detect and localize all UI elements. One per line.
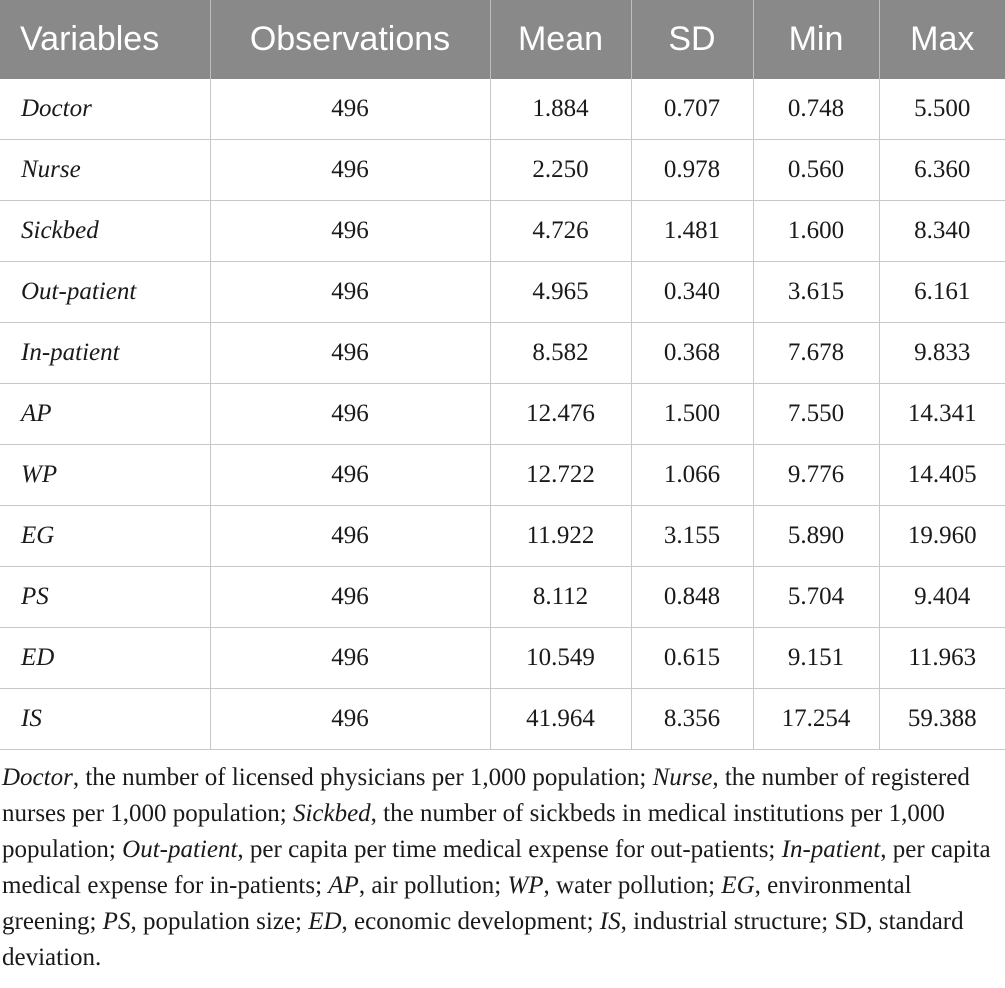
footnote-term: EG: [721, 872, 755, 899]
variable-cell: In-patient: [0, 323, 210, 384]
mean-cell: 4.965: [490, 262, 631, 323]
variable-cell: WP: [0, 445, 210, 506]
footnote-definition: , air pollution;: [358, 872, 508, 899]
footnote-definition: , per capita medical expense for in-patients;: [2, 836, 991, 899]
max-cell: 59.388: [879, 689, 1005, 750]
sd-cell: 1.481: [631, 201, 753, 262]
footnote-definition: , the number of registered nurses per 1,000 population;: [2, 764, 970, 827]
table-footnote: [2, 760, 997, 976]
sd-cell: 0.848: [631, 567, 753, 628]
footnote-definition: , per capita per time medical expense for out-patients;: [237, 836, 782, 863]
observations-cell: 496: [210, 201, 490, 262]
variable-cell: ED: [0, 628, 210, 689]
footnote-term: PS: [102, 908, 131, 935]
min-cell: 5.704: [753, 567, 879, 628]
mean-cell: 10.549: [490, 628, 631, 689]
sd-cell: 3.155: [631, 506, 753, 567]
header-sd: SD: [631, 0, 753, 79]
min-cell: 7.550: [753, 384, 879, 445]
sd-cell: 0.615: [631, 628, 753, 689]
footnote-term: WP: [507, 872, 544, 899]
observations-cell: 496: [210, 445, 490, 506]
min-cell: 17.254: [753, 689, 879, 750]
min-cell: 9.776: [753, 445, 879, 506]
footnote-definition: , population size;: [130, 908, 309, 935]
footnote-term: IS: [599, 908, 621, 935]
observations-cell: 496: [210, 689, 490, 750]
mean-cell: 11.922: [490, 506, 631, 567]
variable-cell: Out-patient: [0, 262, 210, 323]
observations-cell: 496: [210, 567, 490, 628]
max-cell: 8.340: [879, 201, 1005, 262]
footnote-definition: , the number of licensed physicians per 1,000 population;: [72, 764, 653, 791]
sd-cell: 0.340: [631, 262, 753, 323]
sd-cell: 8.356: [631, 689, 753, 750]
table-body: [0, 79, 1005, 750]
mean-cell: 2.250: [490, 140, 631, 201]
variable-cell: Doctor: [0, 79, 210, 140]
variable-cell: Nurse: [0, 140, 210, 201]
max-cell: 9.833: [879, 323, 1005, 384]
table-row: [0, 506, 1005, 567]
table-row: [0, 689, 1005, 750]
footnote-term: Out-patient: [122, 836, 238, 863]
min-cell: 0.748: [753, 79, 879, 140]
table-row: [0, 567, 1005, 628]
sd-cell: 1.066: [631, 445, 753, 506]
min-cell: 5.890: [753, 506, 879, 567]
header-min: Min: [753, 0, 879, 79]
sd-cell: 0.368: [631, 323, 753, 384]
footnote-definition: , environmental greening;: [2, 872, 912, 935]
min-cell: 1.600: [753, 201, 879, 262]
max-cell: 14.341: [879, 384, 1005, 445]
footnote-term: AP: [328, 872, 359, 899]
footnote-definition: , water pollution;: [543, 872, 722, 899]
observations-cell: 496: [210, 140, 490, 201]
table-row: [0, 323, 1005, 384]
min-cell: 7.678: [753, 323, 879, 384]
max-cell: 6.360: [879, 140, 1005, 201]
footnote-term: ED: [308, 908, 342, 935]
observations-cell: 496: [210, 506, 490, 567]
observations-cell: 496: [210, 262, 490, 323]
mean-cell: 12.722: [490, 445, 631, 506]
min-cell: 9.151: [753, 628, 879, 689]
mean-cell: 12.476: [490, 384, 631, 445]
max-cell: 9.404: [879, 567, 1005, 628]
variable-cell: IS: [0, 689, 210, 750]
table-row: [0, 628, 1005, 689]
footnote-term: Nurse: [652, 764, 713, 791]
max-cell: 6.161: [879, 262, 1005, 323]
footnote-term: Doctor: [2, 764, 73, 791]
observations-cell: 496: [210, 384, 490, 445]
observations-cell: 496: [210, 79, 490, 140]
mean-cell: 41.964: [490, 689, 631, 750]
header-observations: Observations: [210, 0, 490, 79]
table-row: [0, 79, 1005, 140]
max-cell: 11.963: [879, 628, 1005, 689]
header-max: Max: [879, 0, 1005, 79]
variable-cell: Sickbed: [0, 201, 210, 262]
table-row: [0, 445, 1005, 506]
variable-cell: EG: [0, 506, 210, 567]
header-variables: Variables: [0, 0, 210, 79]
table-row: [0, 262, 1005, 323]
header-mean: Mean: [490, 0, 631, 79]
mean-cell: 8.582: [490, 323, 631, 384]
footnote-term: Sickbed: [292, 800, 371, 827]
observations-cell: 496: [210, 323, 490, 384]
table-row: [0, 201, 1005, 262]
mean-cell: 1.884: [490, 79, 631, 140]
mean-cell: 4.726: [490, 201, 631, 262]
sd-cell: 0.978: [631, 140, 753, 201]
footnote-definition: , industrial structure; SD, standard deviation.: [2, 908, 964, 971]
footnote-term: In-patient: [781, 836, 881, 863]
footnote-definition: , economic development;: [341, 908, 600, 935]
sd-cell: 1.500: [631, 384, 753, 445]
min-cell: 3.615: [753, 262, 879, 323]
variable-cell: PS: [0, 567, 210, 628]
max-cell: 19.960: [879, 506, 1005, 567]
sd-cell: 0.707: [631, 79, 753, 140]
footnote-definition: , the number of sickbeds in medical institutions per 1,000 population;: [2, 800, 945, 863]
table-row: [0, 140, 1005, 201]
max-cell: 5.500: [879, 79, 1005, 140]
min-cell: 0.560: [753, 140, 879, 201]
observations-cell: 496: [210, 628, 490, 689]
mean-cell: 8.112: [490, 567, 631, 628]
table-row: [0, 384, 1005, 445]
table-header-row: [0, 0, 1005, 79]
max-cell: 14.405: [879, 445, 1005, 506]
variable-cell: AP: [0, 384, 210, 445]
